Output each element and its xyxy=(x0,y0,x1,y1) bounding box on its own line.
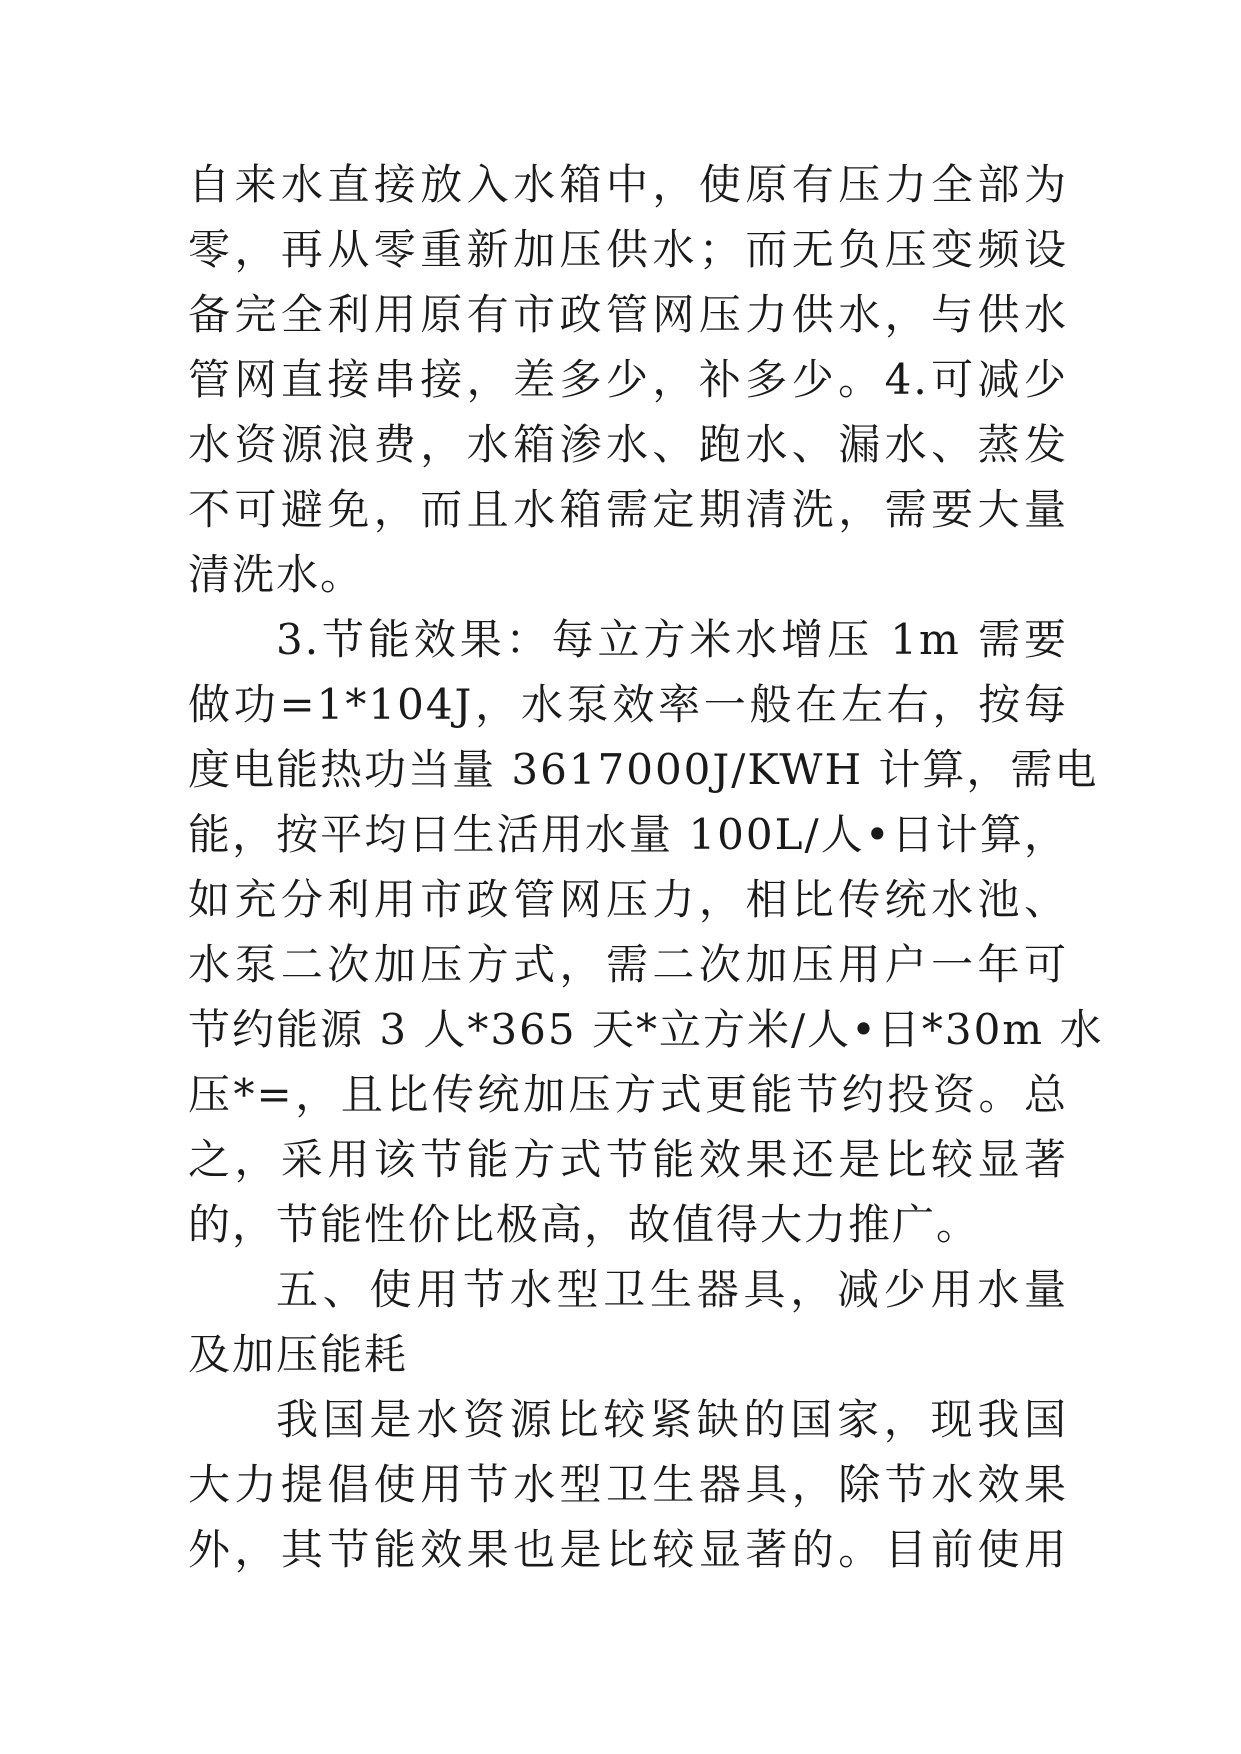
text-line: 水泵二次加压方式，需二次加压用户一年可 xyxy=(188,940,1068,989)
text-line: 之，采用该节能方式节能效果还是比较显著 xyxy=(188,1135,1068,1184)
text-line: 压*=，且比传统加压方式更能节约投资。总 xyxy=(188,1070,1068,1119)
text-line: 不可避免，而且水箱需定期清洗，需要大量 xyxy=(188,485,1068,534)
section-heading-continued: 及加压能耗 xyxy=(188,1330,409,1379)
text-line: 零，再从零重新加压供水；而无负压变频设 xyxy=(188,225,1068,274)
text-line: 节约能源 3 人*365 天*立方米/人•日*30m 水 xyxy=(188,1005,1104,1054)
text-line: 管网直接串接，差多少，补多少。4.可减少 xyxy=(188,355,1068,404)
text-line: 外，其节能效果也是比较显著的。目前使用 xyxy=(188,1525,1068,1574)
text-line: 如充分利用市政管网压力，相比传统水池、 xyxy=(188,875,1068,924)
text-line: 自来水直接放入水箱中，使原有压力全部为 xyxy=(188,160,1068,209)
text-line: 能，按平均日生活用水量 100L/人•日计算， xyxy=(188,810,1068,859)
paragraph-first-line: 3.节能效果：每立方米水增压 1m 需要 xyxy=(276,615,1068,664)
paragraph-first-line: 我国是水资源比较紧缺的国家，现我国 xyxy=(276,1395,1068,1444)
text-line: 度电能热功当量 3617000J/KWH 计算，需电 xyxy=(188,745,1099,794)
text-line: 做功=1*104J，水泵效率一般在左右，按每 xyxy=(188,680,1068,729)
text-line: 水资源浪费，水箱渗水、跑水、漏水、蒸发 xyxy=(188,420,1068,469)
text-line: 清洗水。 xyxy=(188,550,365,599)
text-line: 备完全利用原有市政管网压力供水，与供水 xyxy=(188,290,1068,339)
section-heading: 五、使用节水型卫生器具，减少用水量 xyxy=(276,1265,1068,1314)
text-line: 的，节能性价比极高，故值得大力推广。 xyxy=(188,1200,981,1249)
text-line: 大力提倡使用节水型卫生器具，除节水效果 xyxy=(188,1460,1068,1509)
